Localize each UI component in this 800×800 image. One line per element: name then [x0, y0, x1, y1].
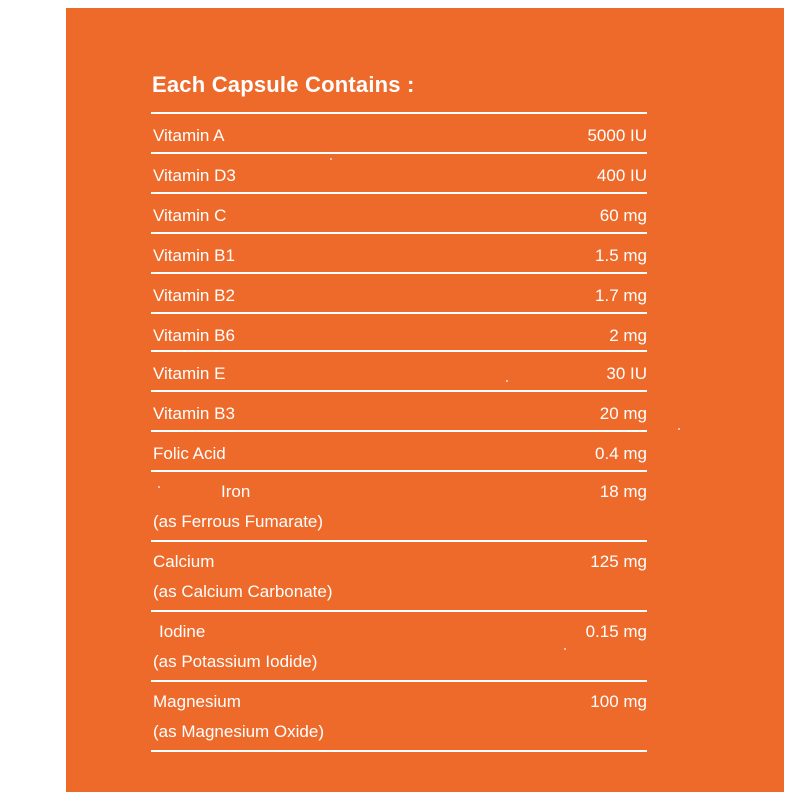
nutrient-amount: 0.4 mg	[595, 444, 647, 463]
nutrient-row-vitamin-b2	[151, 274, 647, 314]
nutrient-row-vitamin-b6	[151, 314, 647, 352]
nutrient-row-folic-acid	[151, 432, 647, 472]
nutrient-amount: 1.5 mg	[595, 246, 647, 265]
nutrient-row-vitamin-e	[151, 352, 647, 392]
nutrient-amount: 60 mg	[599, 206, 647, 225]
nutrient-amount: 18 mg	[599, 482, 647, 501]
nutrient-name: Magnesium	[153, 692, 241, 711]
nutrient-row-iron	[151, 472, 647, 542]
nutrient-amount: 1.7 mg	[595, 286, 647, 305]
nutrient-amount: 5000 IU	[587, 126, 647, 145]
print-speck	[678, 428, 680, 430]
nutrient-row-vitamin-c	[151, 194, 647, 234]
nutrient-source: (as Magnesium Oxide)	[153, 722, 325, 741]
nutrient-row-magnesium	[151, 682, 647, 752]
nutrient-name: Vitamin B6	[153, 326, 235, 345]
nutrient-amount: 20 mg	[599, 404, 647, 423]
nutrient-name: Iodine	[159, 622, 206, 641]
nutrient-name: Calcium	[153, 552, 215, 571]
print-speck	[158, 486, 160, 488]
nutrient-name: Vitamin A	[153, 126, 225, 145]
nutrient-amount: 400 IU	[596, 166, 647, 185]
nutrient-amount: 125 mg	[590, 552, 647, 571]
nutrient-name: Vitamin C	[153, 206, 227, 225]
nutrient-source: (as Potassium Iodide)	[153, 652, 318, 671]
nutrient-row-iodine	[151, 612, 647, 682]
nutrient-row-vitamin-a	[151, 114, 647, 154]
nutrient-name: Vitamin E	[153, 364, 226, 383]
nutrient-amount: 0.15 mg	[585, 622, 647, 641]
nutrient-name: Folic Acid	[153, 444, 226, 463]
nutrient-name: Vitamin B2	[153, 286, 235, 305]
nutrient-name: Vitamin D3	[153, 166, 236, 185]
nutrient-row-calcium	[151, 542, 647, 612]
print-speck	[330, 158, 332, 160]
nutrient-row-vitamin-d3	[151, 154, 647, 194]
nutrient-source: (as Ferrous Fumarate)	[153, 512, 324, 531]
label-panel	[66, 8, 784, 792]
nutrient-amount: 30 IU	[606, 364, 647, 383]
nutrient-amount: 100 mg	[590, 692, 647, 711]
nutrient-name: Vitamin B3	[153, 404, 235, 423]
print-speck	[564, 648, 566, 650]
nutrient-name: Iron	[221, 482, 251, 501]
nutrient-amount: 2 mg	[609, 326, 647, 345]
print-speck	[506, 380, 508, 382]
nutrient-name: Vitamin B1	[153, 246, 235, 265]
nutrient-row-vitamin-b3	[151, 392, 647, 432]
heading: Each Capsule Contains :	[152, 72, 415, 97]
nutrient-source: (as Calcium Carbonate)	[153, 582, 333, 601]
nutrient-row-vitamin-b1	[151, 234, 647, 274]
